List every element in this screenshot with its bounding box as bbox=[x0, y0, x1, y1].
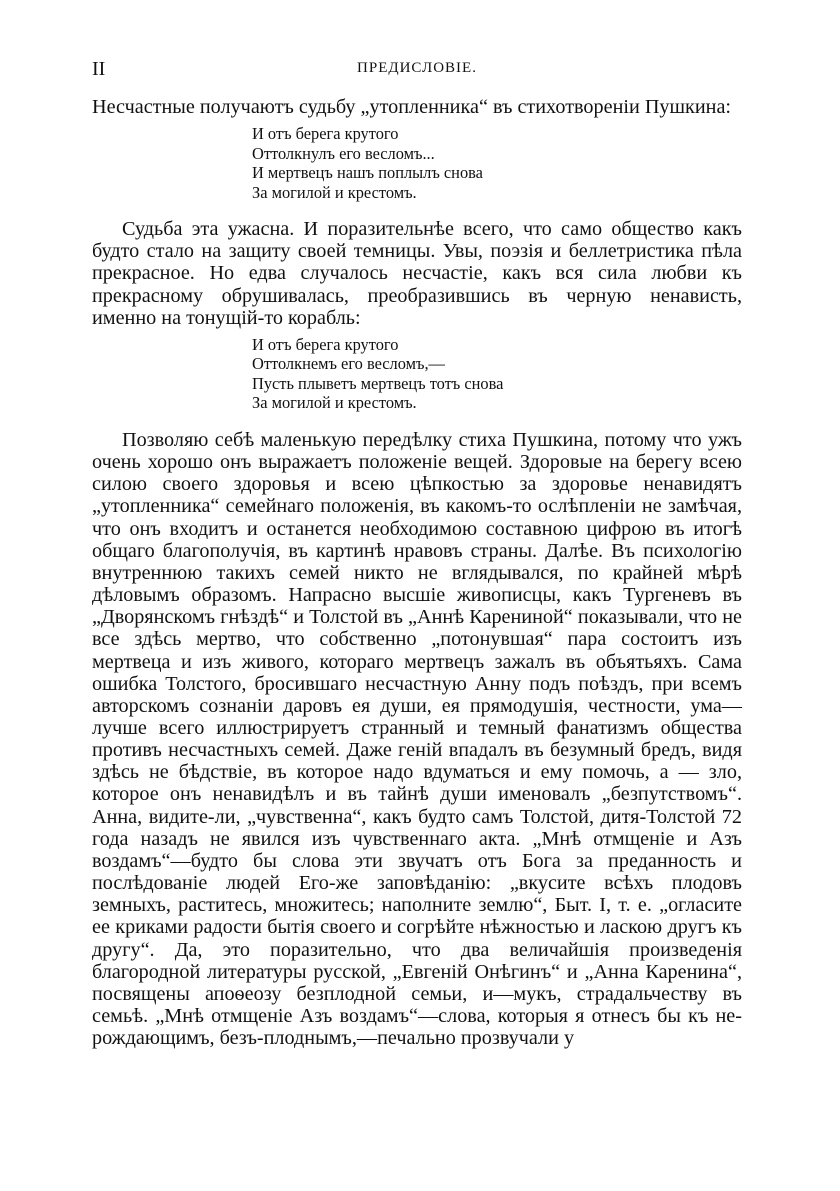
verse-line: Оттолкнулъ его весломъ... bbox=[252, 143, 435, 163]
verse-line: За могилой и крестомъ. bbox=[252, 182, 417, 202]
verse-line: И отъ берега крутого bbox=[252, 124, 399, 144]
verse-line: И мертвецъ нашъ поплылъ снова bbox=[252, 163, 483, 183]
verse-line: За могилой и крестомъ. bbox=[252, 393, 417, 413]
running-title: ПРЕДИСЛОВІЕ. bbox=[357, 60, 477, 76]
paragraph-3: Позволяю себѣ маленькую передѣлку стиха Пушкина, потому что ужъ очень хорошо онъ выражаетъ положеніе вещей. Здоровые на берегу всею силою своего здоровья и всею цѣпкостью за здоровье ненавидятъ „утопленника“ семейнаго положенія, въ какомъ-то ослѣпленіи не замѣчая, что онъ входитъ и останется необходимою составною цифрою въ итогѣ общаго благополучія, въ картинѣ нравовъ страны. Далѣе. Въ психологію внутреннюю такихъ семей никто не вглядывался, по крайней мѣрѣ дѣловымъ образомъ. Напрасно высшіе живописцы, какъ Тургеневъ въ „Дворянскомъ гнѣздѣ“ и Толстой въ „Аннѣ Карениной“ показывали, что не все здѣсь мертво, что собственно „потонувшая“ пара состоитъ изъ мертвеца и изъ живого, котораго мертвецъ зажалъ въ объятьяхъ. Сама ошибка Толстого, бросившаго несчастную Анну подъ поѣздъ, при всемъ авторскомъ сознаніи даровъ ея души, ея прямодушія, честности, ума—лучше всего иллюстрируетъ странный и темный фанатизмъ общества противъ несчастныхъ семей. Даже геній впадалъ въ безумный бредъ, видя здѣсь не бѣдствіе, въ которое надо вдуматься и ему помочь, а — зло, которое онъ ненавидѣлъ и въ тайнѣ души именовалъ „безпутствомъ“. Анна, видите-ли, „чувственна“, какъ будто самъ Толстой, дитя-Толстой 72 года назадъ не явился изъ чувственнаго акта. „Мнѣ отмщеніе и Азъ воздамъ“—будто бы слова эти звучатъ отъ Бога за преданность и послѣдованіе людей Его-же заповѣданію: „вкусите всѣхъ плодовъ земныхъ, раститесь, множитесь; наполните землю“, Быт. I, т. е. „огласите ее криками радости бытія своего и согрѣйте нѣжностью и ласкою другъ къ другу“. Да, это поразительно, что два величайшія произведенія благородной литературы русской, „Евгеній Онѣгинъ“ и „Анна Каренина“, посвящены апоѳеозу безплодной семьи, и—мукъ, страдальчеству въ семьѣ. „Мнѣ отмщеніе Азъ воздамъ“—слова, которыя я отнесъ бы къ не-рождающимъ, безъ-плоднымъ,—печально прозвучали у bbox=[92, 428, 742, 1050]
page-header bbox=[92, 58, 742, 82]
paragraph-2: Судьба эта ужасна. И поразительнѣе всего, что само общество какъ будто стало на защиту своей темницы. Увы, поэзія и беллетристика пѣла прекрасное. Но едва случалось несчастіе, какъ вся сила любви къ прекрасному обрушивалась, преобразившись въ черную ненависть, именно на тонущій-то корабль: bbox=[92, 218, 742, 329]
paragraph-1: Несчастные получаютъ судьбу „утопленника“ въ стихотвореніи Пушкина: bbox=[92, 96, 732, 118]
verse-quote-2 bbox=[252, 335, 742, 413]
page-body bbox=[92, 96, 742, 1049]
verse-line: Пусть плыветъ мертвецъ тотъ снова bbox=[252, 373, 504, 393]
verse-line: Оттолкнемъ его весломъ,— bbox=[252, 354, 445, 374]
verse-quote-1 bbox=[252, 124, 742, 202]
page-number: II bbox=[92, 58, 106, 80]
verse-line: И отъ берега крутого bbox=[252, 334, 399, 354]
